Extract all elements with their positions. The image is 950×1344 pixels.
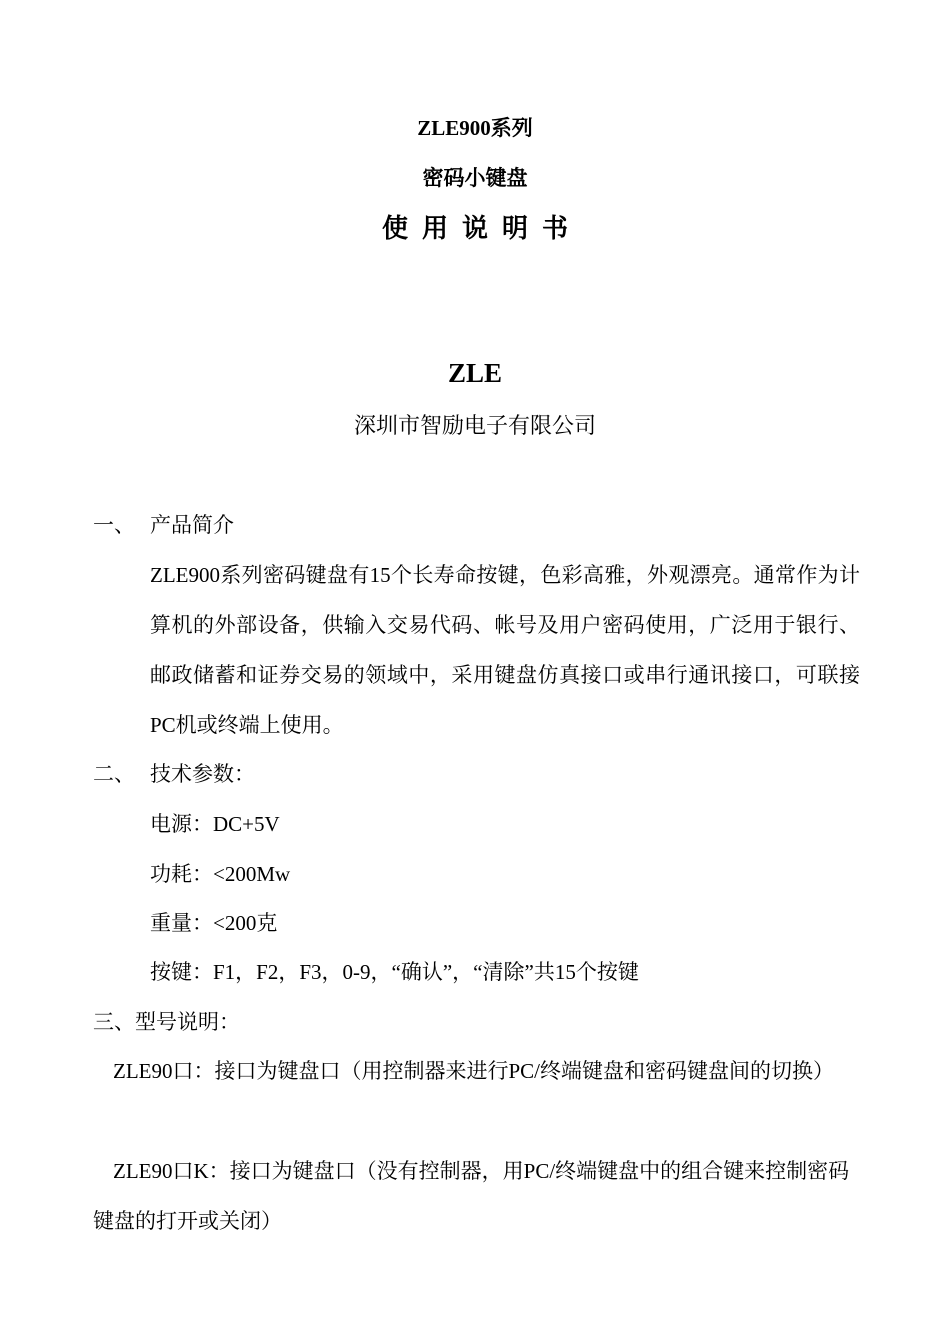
model-description: ZLE90口：接口为键盘口（用控制器来进行PC/终端键盘和密码键盘间的切换）	[113, 1059, 835, 1083]
section1-number: 一、	[93, 513, 135, 537]
param-weight: 重量：<200克	[150, 911, 278, 935]
doc-title-manual: 使用说明书	[381, 214, 582, 243]
section2-number: 二、	[93, 762, 135, 786]
company-name: 深圳市智励电子有限公司	[353, 413, 596, 438]
section1-heading: 产品简介	[150, 513, 234, 537]
param-keys: 按键：F1，F2，F3，0-9，“确认”，“清除”共15个按键	[150, 960, 639, 984]
param-power: 电源：DC+5V	[150, 812, 280, 836]
param-consumption: 功耗：<200Mw	[150, 862, 291, 886]
section1-body: ZLE900系列密码键盘有15个长寿命按键，色彩高雅，外观漂亮。通常作为计算机的外部设备，供输入交易代码、帐号及用户密码使用，广泛用于银行、邮政储蓄和证券交易的领域中，采用键盘仿真接口或串行通讯接口，可联接PC机或终端上使用。	[150, 563, 860, 737]
model-description: ZLE90口K：接口为键盘口（没有控制器，用PC/终端键盘中的组合键来控制密码键盘的打开或关闭）	[93, 1159, 850, 1233]
doc-title-product: 密码小键盘	[422, 166, 528, 190]
section2-heading: 技术参数：	[150, 762, 255, 786]
section3-heading: 三、型号说明：	[93, 1010, 240, 1034]
brand-name: ZLE	[447, 358, 503, 388]
doc-title-series: ZLE900系列	[417, 116, 533, 140]
